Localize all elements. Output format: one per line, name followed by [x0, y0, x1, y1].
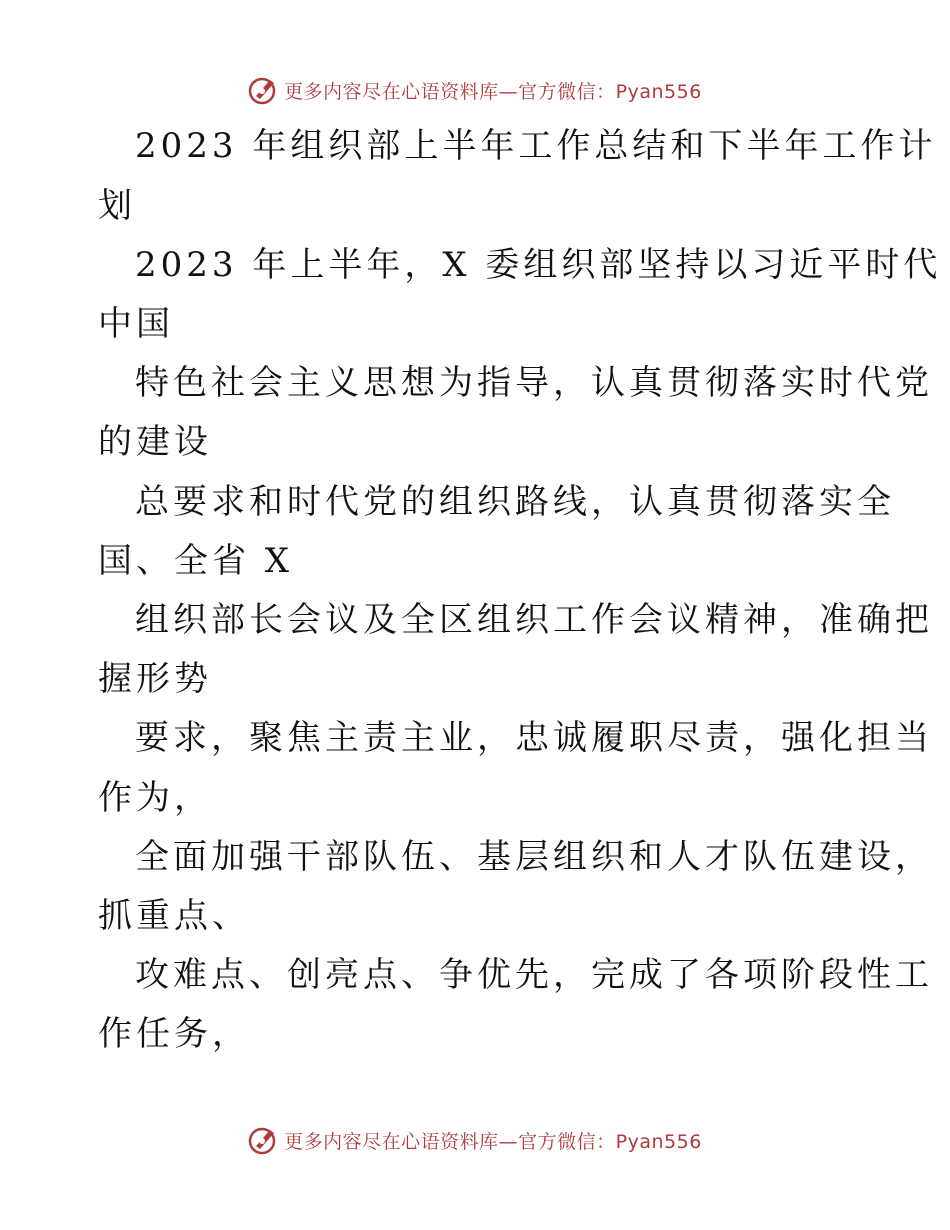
paragraph-line: 总要求和时代党的组织路线，认真贯彻落实全 — [135, 482, 895, 522]
paragraph-line: 2023 年上半年，X 委组织部坚持以习近平时代 — [135, 245, 942, 285]
paragraph-line-wrap: 国、全省 X — [98, 541, 294, 581]
paragraph-line-wrap: 握形势 — [98, 659, 212, 699]
watermark-text: 更多内容尽在心语资料库—官方微信：Pyan556 — [284, 80, 702, 103]
paragraph-line: 特色社会主义思想为指导，认真贯彻落实时代党 — [135, 363, 933, 403]
footer-watermark — [0, 1120, 950, 1160]
paragraph-line: 全面加强干部队伍、基层组织和人才队伍建设， — [135, 837, 933, 877]
paragraph-line-wrap: 抓重点、 — [98, 896, 250, 936]
paragraph-line-wrap: 中国 — [98, 304, 174, 344]
pen-circle-logo-icon — [248, 1124, 280, 1156]
watermark-text: 更多内容尽在心语资料库—官方微信：Pyan556 — [284, 1130, 702, 1153]
title-line-2: 划 — [98, 186, 136, 226]
paragraph-line-wrap: 作为， — [98, 778, 212, 818]
paragraph-line: 组织部长会议及全区组织工作会议精神，准确把 — [135, 600, 933, 640]
pen-circle-logo-icon — [248, 74, 280, 106]
paragraph-line: 要求，聚焦主责主业，忠诚履职尽责，强化担当 — [135, 718, 933, 758]
paragraph-line: 攻难点、创亮点、争优先，完成了各项阶段性工 — [135, 955, 933, 995]
paragraph-line-wrap: 作任务， — [98, 1014, 250, 1054]
title-line-1: 2023 年组织部上半年工作总结和下半年工作计 — [135, 126, 937, 166]
header-watermark — [0, 70, 950, 110]
paragraph-line-wrap: 的建设 — [98, 422, 212, 462]
